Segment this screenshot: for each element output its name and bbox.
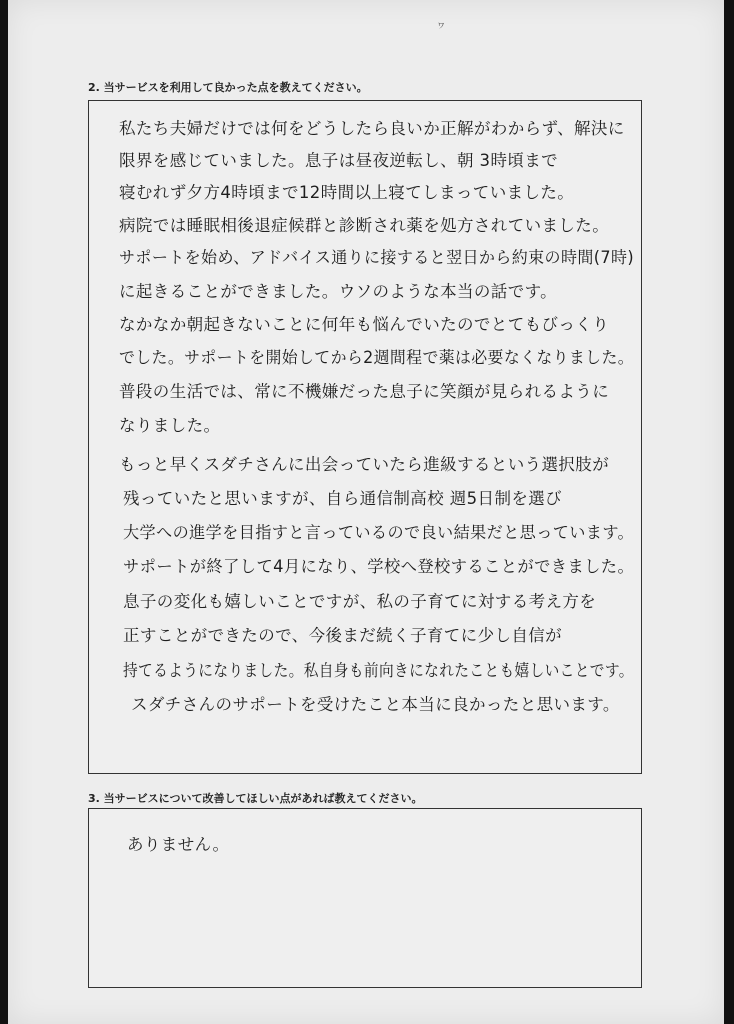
answer-line: 私たち夫婦だけでは何をどうしたら良いか正解がわからず、解決に bbox=[119, 119, 625, 138]
answer-line: 大学への進学を目指すと言っているので良い結果だと思っています。 bbox=[123, 523, 635, 542]
answer-line: 病院では睡眠相後退症候群と診断され薬を処方されていました。 bbox=[119, 216, 610, 235]
answer-line: 寝むれず夕方4時頃まで12時間以上寝てしまっていました。 bbox=[119, 183, 575, 202]
answer-line: 残っていたと思いますが、自ら通信制高校 週5日制を選び bbox=[123, 489, 563, 508]
question-2-heading: 2. 当サービスを利用して良かった点を教えてください。 bbox=[88, 81, 368, 94]
answer-line: 普段の生活では、常に不機嫌だった息子に笑顔が見られるように bbox=[119, 382, 610, 401]
survey-sheet bbox=[8, 0, 724, 1024]
question-2-answer-box bbox=[88, 100, 642, 774]
answer-line: なかなか朝起きないことに何年も悩んでいたのでとてもびっくり bbox=[119, 315, 610, 334]
handwritten-answer-3: ありません。 bbox=[127, 835, 230, 854]
corner-mark: ヮ bbox=[436, 20, 446, 31]
question-3-answer-box bbox=[88, 808, 642, 988]
answer-line: なりました。 bbox=[119, 416, 221, 435]
answer-line: に起きることができました。ウソのような本当の話です。 bbox=[119, 282, 558, 301]
answer-line: サポートを始め、アドバイス通りに接すると翌日から約束の時間(7時) bbox=[119, 248, 635, 267]
answer-line: サポートが終了して4月になり、学校へ登校することができました。 bbox=[123, 557, 635, 576]
question-3-heading: 3. 当サービスについて改善してほしい点があれば教えてください。 bbox=[88, 792, 423, 805]
answer-line: 正すことができたので、今後まだ続く子育てに少し自信が bbox=[123, 626, 563, 645]
answer-line: 息子の変化も嬉しいことですが、私の子育てに対する考え方を bbox=[123, 592, 597, 611]
answer-line: もっと早くスダチさんに出会っていたら進級するという選択肢が bbox=[119, 455, 610, 474]
answer-line: 持てるようになりました。私自身も前向きになれたことも嬉しいことです。 bbox=[123, 661, 634, 680]
answer-line: でした。サポートを開始してから2週間程で薬は必要なくなりました。 bbox=[119, 348, 635, 367]
answer-line: 限界を感じていました。息子は昼夜逆転し、朝 3時頃まで bbox=[119, 151, 559, 170]
answer-line: スダチさんのサポートを受けたこと本当に良かったと思います。 bbox=[131, 695, 620, 714]
